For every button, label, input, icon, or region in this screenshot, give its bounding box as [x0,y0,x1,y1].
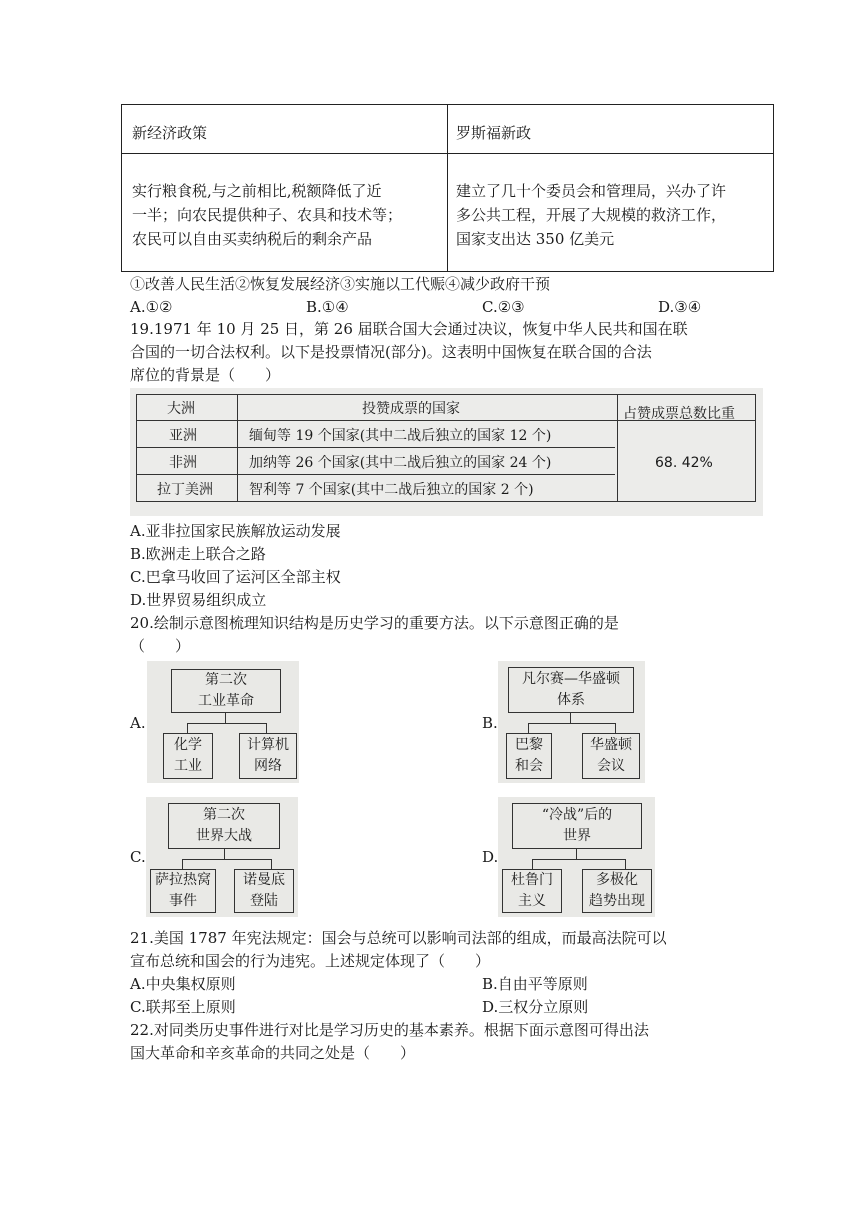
box-line: 世界 [563,828,591,844]
q19-option-b[interactable]: B.欧洲走上联合之路 [130,545,266,563]
row-countries: 缅甸等 19 个国家(其中二战后独立的国家 12 个) [249,428,552,444]
q20-option-a-label[interactable]: A. [130,714,146,732]
connector [570,713,571,723]
q21-option-a[interactable]: A.中央集权原则 [130,975,236,993]
q18-items: ①改善人民生活②恢复发展经济③实施以工代赈④减少政府干预 [130,275,551,293]
q20-stem-line: 20.绘制示意图梳理知识结构是历史学习的重要方法。以下示意图正确的是 [130,614,619,632]
q19-option-c[interactable]: C.巴拿马收回了运河区全部主权 [130,568,341,586]
nep-content [132,179,402,251]
header-countries: 投赞成票的国家 [362,401,460,417]
box-line: 主义 [518,893,546,909]
connector [576,849,577,859]
q21-stem-line: 宣布总统和国会的行为违宪。上述规定体现了（ ） [130,952,491,970]
new-deal-line: 建立了几十个委员会和管理局，兴办了许 [456,182,727,200]
box-line: 登陆 [250,893,278,909]
box-line: 第二次 [203,807,245,823]
box-line: 杜鲁门 [511,872,553,888]
row-continent: 亚洲 [169,428,197,444]
nep-line: 农民可以自由买卖纳税后的剩余产品 [132,230,373,248]
q18-option-c[interactable]: C.②③ [482,298,525,316]
box-line: 多极化 [596,872,638,888]
diagram-left-box [163,733,213,779]
diagram-top-box [171,669,281,713]
box-line: 体系 [557,692,585,708]
table-divider [447,105,448,271]
box-line: 华盛顿 [590,737,632,753]
row-continent: 拉丁美洲 [157,482,213,498]
row-countries: 加纳等 26 个国家(其中二战后独立的国家 24 个) [249,455,552,471]
diagram-left-box [150,869,216,913]
box-line: 网络 [254,758,282,774]
box-line: 和会 [515,758,543,774]
q19-stem-line: 19.1971 年 10 月 25 日，第 26 届联合国大会通过决议，恢复中华人民共和国在联 [130,320,688,338]
box-line: 工业革命 [198,693,254,709]
q21-option-d[interactable]: D.三权分立原则 [482,998,589,1016]
diagram-right-box [582,869,652,913]
box-line: 巴黎 [515,737,543,753]
q19-stem-line: 席位的背景是（ ） [130,366,281,384]
q19-stem-line: 合国的一切合法权利。以下是投票情况(部分)。这表明中国恢复在联合国的合法 [130,343,652,361]
q18-option-b[interactable]: B.①④ [306,298,349,316]
q18-option-d[interactable]: D.③④ [658,298,702,316]
diagram-top-box [512,803,642,849]
q19-option-d[interactable]: D.世界贸易组织成立 [130,591,267,609]
q21-stem-line: 21.美国 1787 年宪法规定：国会与总统可以影响司法部的组成，而最高法院可以 [130,929,667,947]
q20-option-c-diagram[interactable] [146,797,298,917]
box-line: 趋势出现 [589,893,645,909]
new-deal-content [456,179,726,251]
connector [224,849,225,859]
table-divider [617,395,618,501]
table-divider [122,153,773,154]
diagram-top-box [508,667,634,713]
new-deal-line: 多公共工程，开展了大规模的救济工作， [456,206,727,224]
box-line: 世界大战 [196,828,252,844]
q20-option-d-diagram[interactable] [498,797,655,917]
table-header-nep: 新经济政策 [132,124,208,142]
table-divider [237,395,238,501]
box-line: “冷战”后的 [541,807,613,823]
q19-option-a[interactable]: A.亚非拉国家民族解放运动发展 [130,522,341,540]
table-header-new-deal: 罗斯福新政 [456,124,532,142]
nep-line: 一半；向农民提供种子、农具和技术等； [132,206,403,224]
q21-option-b[interactable]: B.自由平等原则 [482,975,588,993]
box-line: 工业 [174,758,202,774]
vote-table [136,394,756,502]
box-line: 凡尔赛—华盛顿 [522,671,620,687]
q20-option-c-label[interactable]: C. [130,848,146,866]
table-divider [137,474,615,475]
q22-stem-line: 国大革命和辛亥革命的共同之处是（ ） [130,1044,416,1062]
diagram-left-box [506,733,552,779]
box-line: 会议 [597,758,625,774]
q20-option-a-diagram[interactable] [147,661,299,783]
diagram-top-box [168,803,280,849]
diagram-right-box [582,733,640,779]
box-line: 第二次 [205,672,247,688]
header-ratio: 占赞成票总数比重 [623,406,735,422]
vote-table-photo [130,388,763,516]
q21-option-c[interactable]: C.联邦至上原则 [130,998,236,1016]
connector [225,713,226,723]
q22-stem-line: 22.对同类历史事件进行对比是学习历史的基本素养。根据下面示意图可得出法 [130,1021,649,1039]
box-line: 化学 [174,737,202,753]
box-line: 萨拉热窝 [155,872,211,888]
q20-option-b-diagram[interactable] [498,661,645,783]
box-line: 事件 [169,893,197,909]
diagram-right-box [234,869,294,913]
row-countries: 智利等 7 个国家(其中二战后独立的国家 2 个) [249,482,534,498]
box-line: 诺曼底 [243,872,285,888]
nep-line: 实行粮食税,与之前相比,税额降低了近 [132,182,382,200]
table-divider [137,447,615,448]
row-continent: 非洲 [169,455,197,471]
ratio-value: 68. 42% [655,455,713,471]
box-line: 计算机 [247,737,289,753]
diagram-right-box [239,733,297,779]
header-continent: 大洲 [167,401,195,417]
q20-option-b-label[interactable]: B. [482,714,498,732]
q20-option-d-label[interactable]: D. [482,848,499,866]
q20-stem-line: （ ） [130,637,191,655]
policy-comparison-table [121,104,774,272]
diagram-left-box [502,869,562,913]
new-deal-line: 国家支出达 350 亿美元 [456,230,615,248]
q18-option-a[interactable]: A.①② [130,298,173,316]
